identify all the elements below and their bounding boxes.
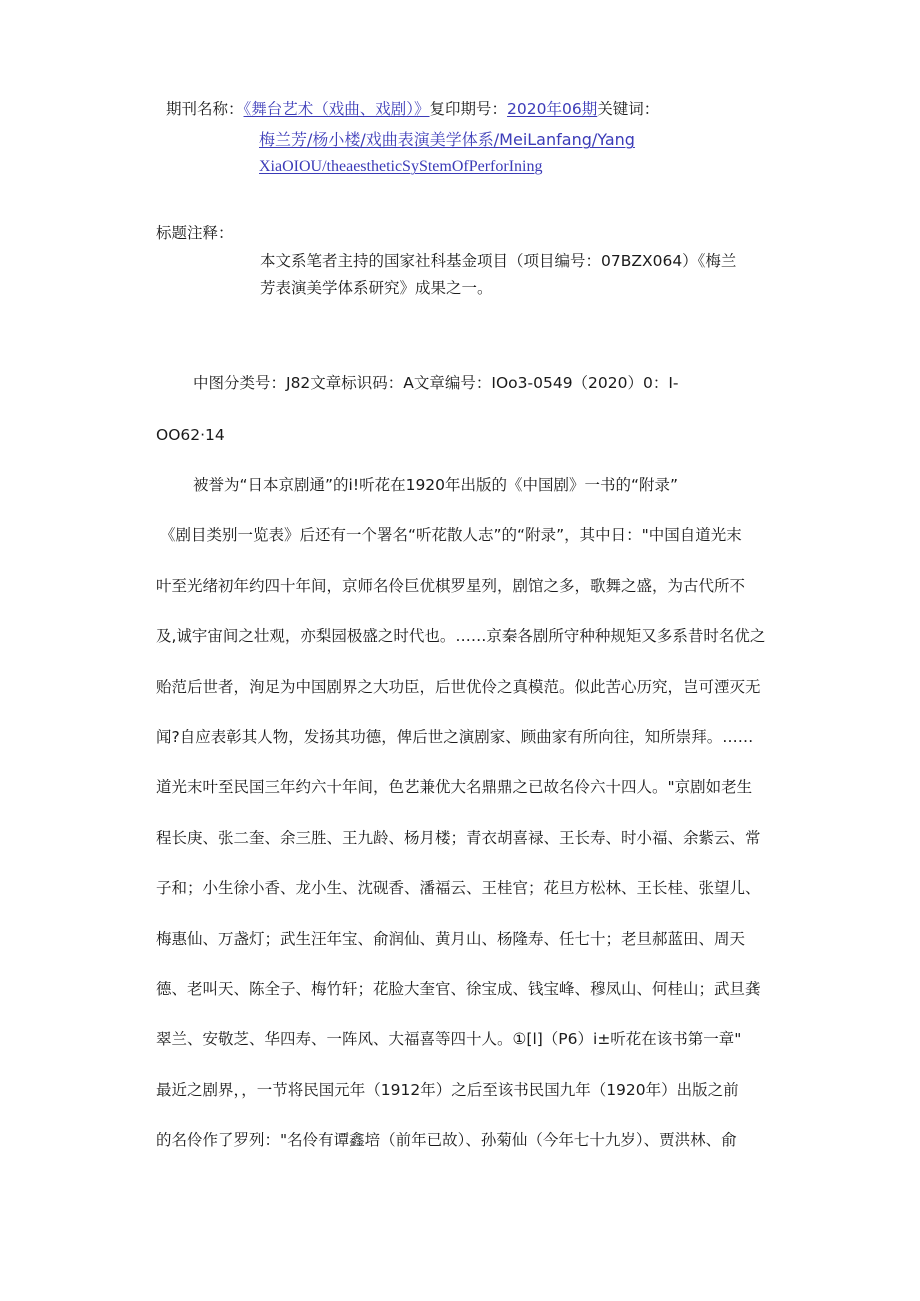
issue-link[interactable]: 2020年06期 <box>507 100 598 118</box>
body-line: 《剧目类别一览表》后还有一个署名“听花散人志”的“附录”，其中日："中国自道光末 <box>160 526 742 544</box>
body-line: 及,诚宇宙间之壮观，亦梨园极盛之时代也。……京秦各剧所守种种规矩又多系昔时名优之 <box>156 627 766 645</box>
classification-line-2: OO62·14 <box>156 426 225 444</box>
journal-line <box>166 98 659 120</box>
journal-name-link[interactable]: 《舞台艺术（戏曲、戏剧）》 <box>243 100 430 118</box>
body-line: 程长庚、张二奎、余三胜、王九龄、杨月楼；青衣胡喜禄、王长寿、时小福、余紫云、常 <box>156 829 761 847</box>
body-line: 梅惠仙、万盏灯；武生汪年宝、俞润仙、黄月山、杨隆寿、任七十；老旦郝蓝田、周天 <box>156 930 746 948</box>
body-line: 被誉为“日本京剧通”的i!听花在1920年出版的《中国剧》一书的“附录” <box>193 476 679 494</box>
journal-label: 期刊名称： <box>166 100 244 118</box>
title-note-line-1: 本文系笔者主持的国家社科基金项目（项目编号：07BZX064）《梅兰 <box>260 252 737 270</box>
title-note-label: 标题注释： <box>156 224 234 242</box>
body-line: 的名伶作了罗列："名伶有谭鑫培（前年已故）、孙菊仙（今年七十九岁）、贾洪林、俞 <box>156 1131 737 1149</box>
body-line: 子和；小生徐小香、龙小生、沈砚香、潘福云、王桂官；花旦方松林、王长桂、张望儿、 <box>156 879 761 897</box>
body-line: 德、老叫天、陈全子、梅竹轩；花脸大奎官、徐宝成、钱宝峰、穆凤山、何桂山；武旦龚 <box>156 980 761 998</box>
classification-line-1: 中图分类号：J82文章标识码：A文章编号：IOo3-0549（2020）0：I- <box>193 374 679 392</box>
keywords-label: 关键词： <box>597 100 660 118</box>
body-line: 贻范后世者，洵足为中国剧界之大功臣，后世优伶之真模范。似此苦心历究，岂可湮灭无 <box>156 678 761 696</box>
body-line: 叶至光绪初年约四十年间，京师名伶巨优棋罗星列，剧馆之多，歌舞之盛，为古代所不 <box>156 577 746 595</box>
body-line: 翠兰、安敬芝、华四寿、一阵风、大福喜等四十人。①[l]（P6）i±听花在该书第一章" <box>156 1030 742 1048</box>
body-line: 最近之剧界，，一节将民国元年（1912年）之后至该书民国九年（1920年）出版之前 <box>156 1081 739 1099</box>
keywords-link-line-1[interactable]: 梅兰芳/杨小楼/戏曲表演美学体系/MeiLanfang/Yang <box>259 130 635 149</box>
issue-label: 复印期号： <box>429 100 508 118</box>
body-line: 闻?自应表彰其人物，发扬其功德，俾后世之演剧家、顾曲家有所向往，知所崇拜。…… <box>156 728 754 746</box>
keywords-link-line-2[interactable]: XiaOIOU/theaestheticSyStemOfPerforIning <box>259 158 543 175</box>
body-line: 道光末叶至民国三年约六十年间，色艺兼优大名鼎鼎之已故名伶六十四人。"京剧如老生 <box>156 778 753 796</box>
title-note-line-2: 芳表演美学体系研究》成果之一。 <box>260 279 493 297</box>
